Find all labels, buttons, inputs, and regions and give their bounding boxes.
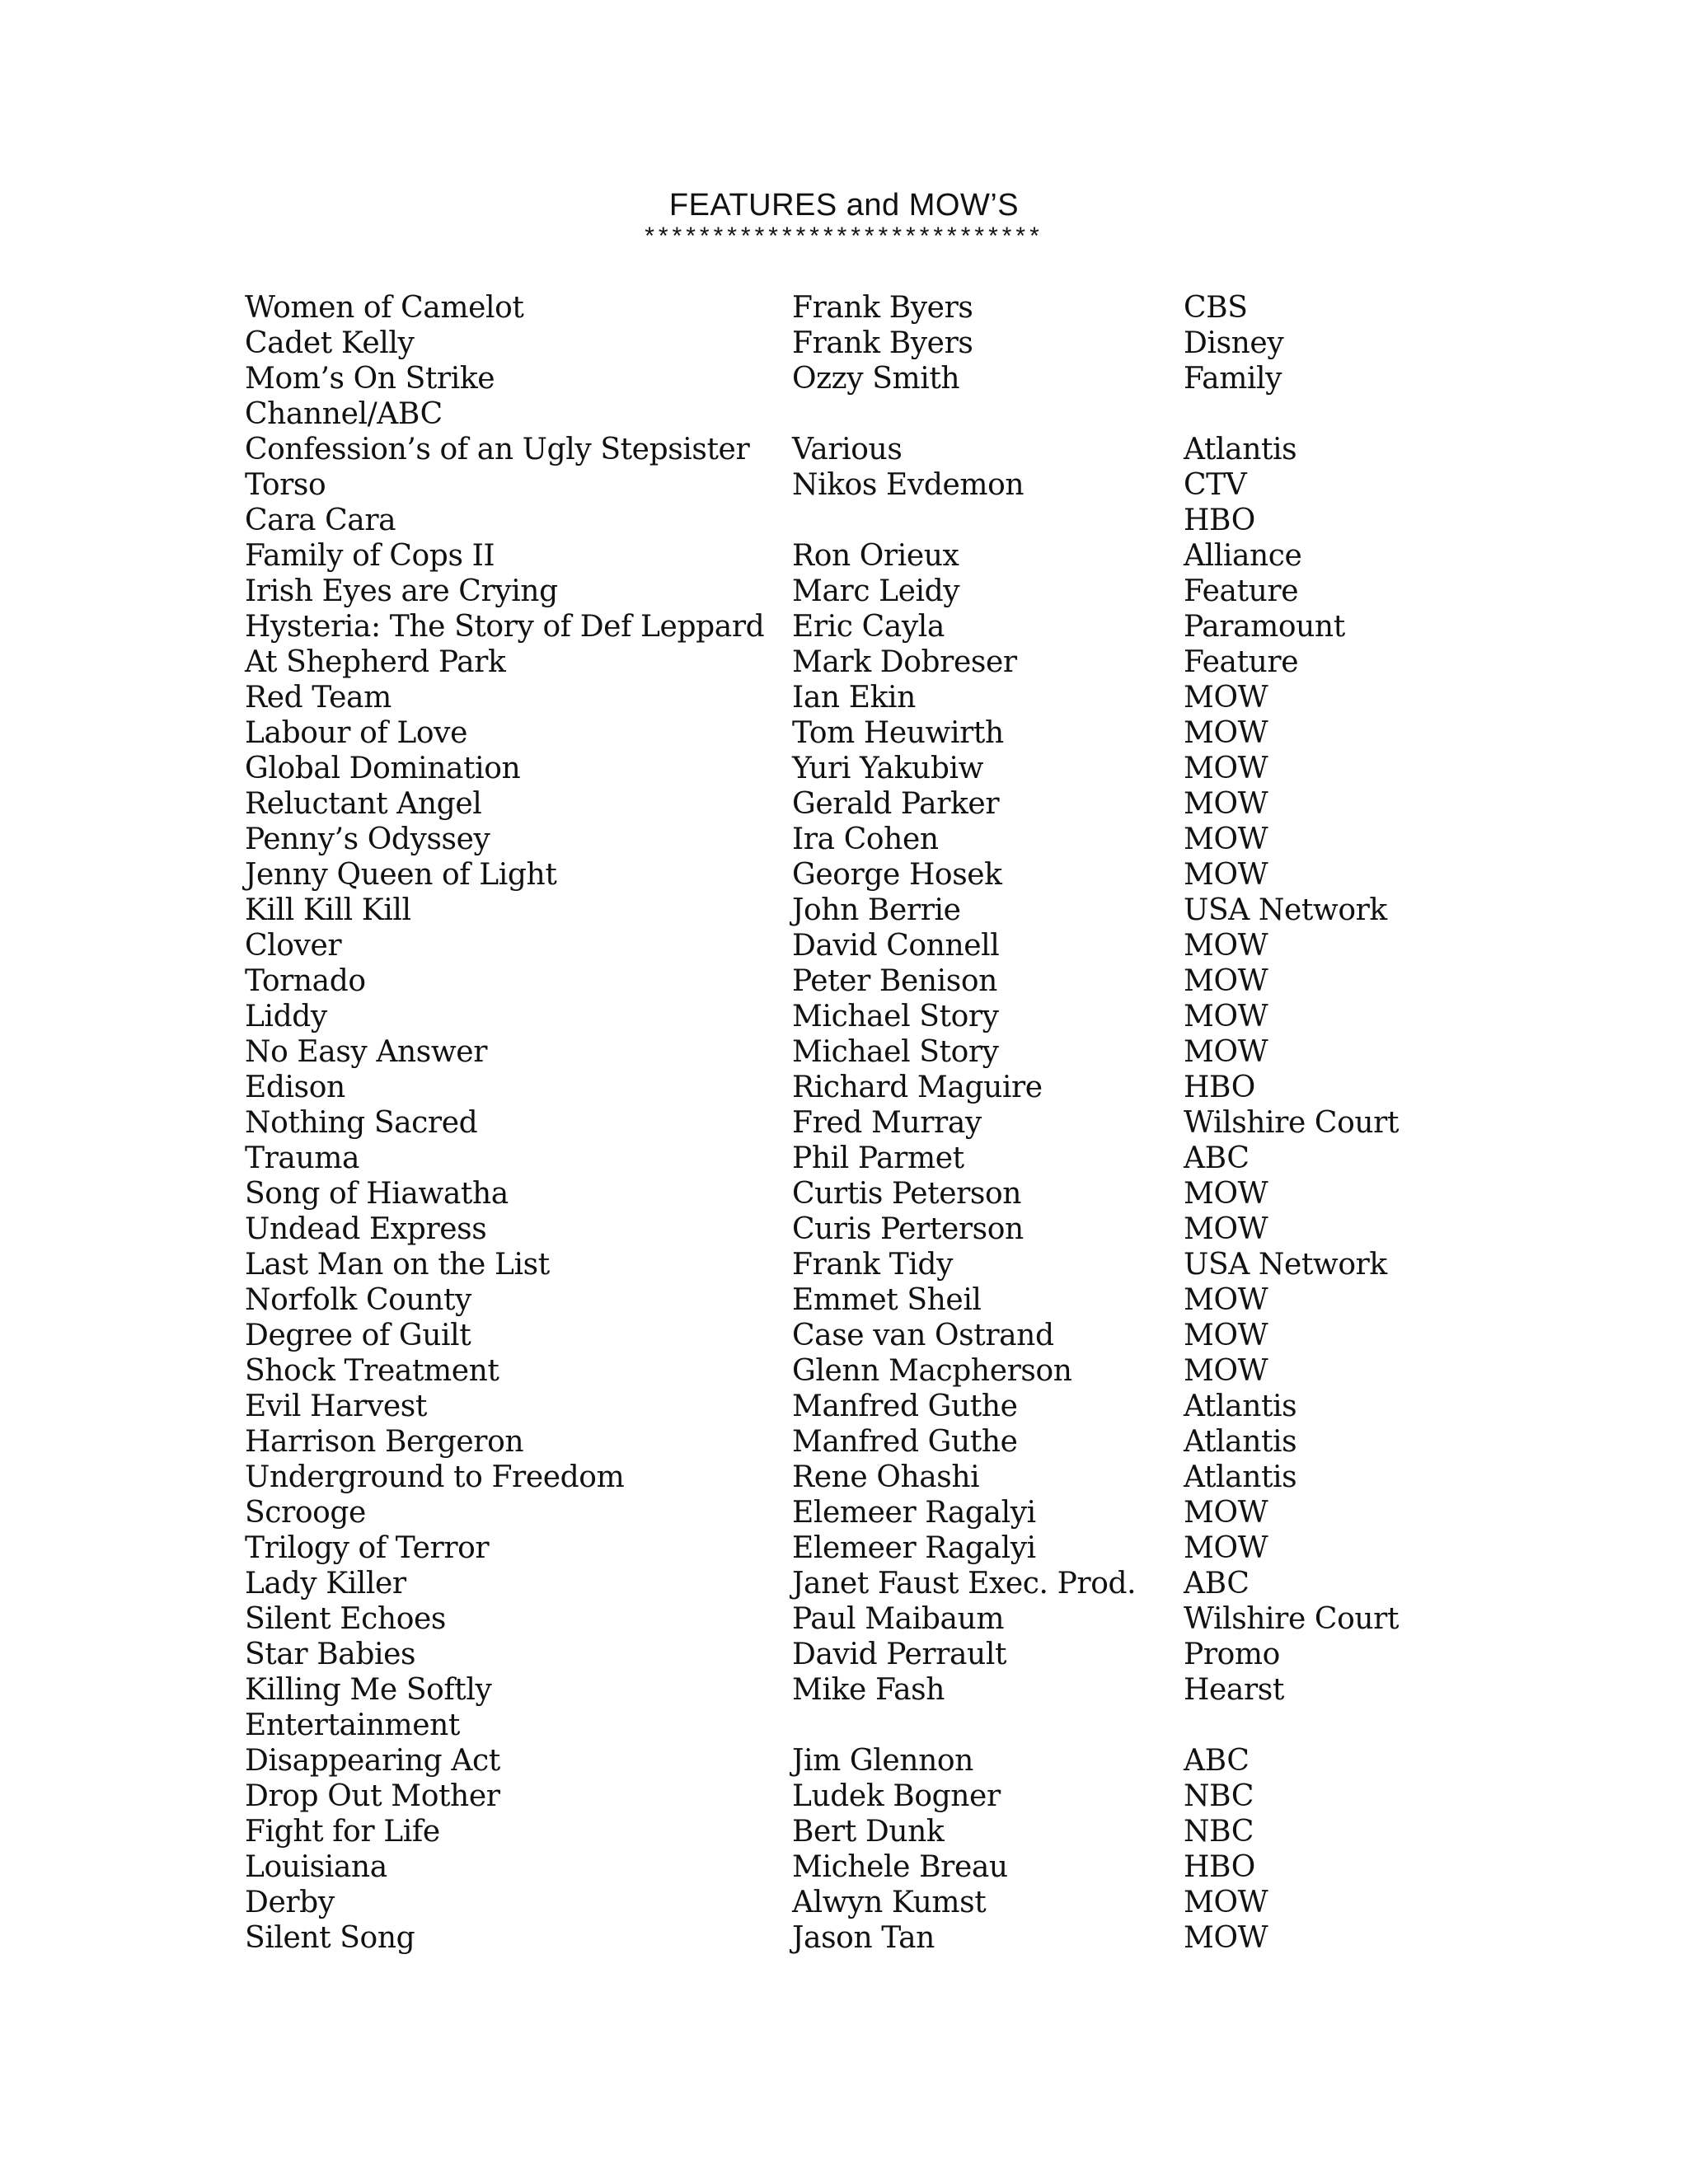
credit-row [245,1247,1448,1282]
director-name: Tom Heuwirth [792,716,1004,750]
production-title: Women of Camelot [245,291,524,325]
production-title: Underground to Freedom [245,1460,625,1494]
network-name: Hearst [1184,1673,1284,1707]
director-name: Various [792,433,903,466]
director-name: Curtis Peterson [792,1177,1022,1211]
production-title: Louisiana [245,1850,387,1884]
network-name: MOW [1184,1921,1268,1955]
credit-row [245,1637,1448,1672]
production-title: Confession’s of an Ugly Stepsister [245,433,750,466]
credit-row [245,1920,1448,1956]
production-title: Trilogy of Terror [245,1531,490,1565]
title-divider: ***************************** [645,223,1043,250]
production-title: Silent Echoes [245,1602,446,1636]
network-name: MOW [1184,1886,1268,1919]
production-title: Irish Eyes are Crying [245,574,558,608]
credit-row [245,1034,1448,1070]
director-name: Richard Maguire [792,1071,1043,1104]
network-name: Feature [1184,645,1299,679]
production-title: Lady Killer [245,1567,406,1601]
director-name: Eric Cayla [792,610,945,644]
production-title: Mom’s On Strike [245,362,495,396]
network-name: Family [1184,362,1282,396]
network-name: Atlantis [1184,1460,1297,1494]
credit-row [245,751,1448,786]
network-name: Wilshire Court [1184,1602,1400,1636]
network-name: NBC [1184,1815,1254,1849]
credit-row [245,1672,1448,1708]
credit-row [245,574,1448,609]
credit-row [245,1743,1448,1779]
director-name: Ludek Bogner [792,1779,1001,1813]
network-name: ABC [1184,1744,1250,1778]
director-name: Bert Dunk [792,1815,945,1849]
director-name: Emmet Sheil [792,1283,982,1317]
director-name: John Berrie [792,893,961,927]
production-title: Song of Hiawatha [245,1177,509,1211]
credit-row [245,893,1448,928]
credit-row [245,715,1448,751]
credit-row [245,326,1448,361]
production-title: Fight for Life [245,1815,440,1849]
network-name: MOW [1184,858,1268,892]
production-title: Reluctant Angel [245,787,482,821]
credit-row [245,538,1448,574]
director-name: Ian Ekin [792,681,916,715]
production-title: Labour of Love [245,716,467,750]
production-title: Red Team [245,681,392,715]
director-name: Michael Story [792,1000,999,1033]
director-name: Ron Orieux [792,539,959,573]
director-name: Janet Faust Exec. Prod. [792,1567,1137,1601]
production-title: Tornado [245,964,366,998]
network-name: MOW [1184,964,1268,998]
credit-row [245,1460,1448,1495]
director-name: Mark Dobreser [792,645,1017,679]
director-name: Elemeer Ragalyi [792,1531,1036,1565]
credit-row [245,1105,1448,1141]
credits-list [245,290,1448,1956]
director-name: Elemeer Ragalyi [792,1496,1036,1530]
credit-row [245,822,1448,857]
network-name: MOW [1184,787,1268,821]
director-name: Rene Ohashi [792,1460,980,1494]
production-title: Last Man on the List [245,1248,550,1282]
director-name: Gerald Parker [792,787,1000,821]
credit-row [245,1282,1448,1318]
production-title: Evil Harvest [245,1390,427,1423]
network-name: Paramount [1184,610,1345,644]
credit-row [245,1601,1448,1637]
credit-row [245,644,1448,680]
credit-row [245,1849,1448,1885]
director-name: Frank Tidy [792,1248,954,1282]
credit-row [245,1318,1448,1353]
network-name: Disney [1184,326,1284,360]
production-title: Cara Cara [245,504,396,537]
network-name: MOW [1184,1283,1268,1317]
network-name: MOW [1184,1035,1268,1069]
director-name: Case van Ostrand [792,1319,1054,1352]
director-name: Curis Perterson [792,1212,1024,1246]
network-name: Alliance [1184,539,1302,573]
production-title: Silent Song [245,1921,415,1955]
production-title: Harrison Bergeron [245,1425,524,1459]
director-name: David Perrault [792,1638,1007,1671]
director-name: Ozzy Smith [792,362,960,396]
production-title: Kill Kill Kill [245,893,411,927]
network-name: MOW [1184,716,1268,750]
production-title: Liddy [245,1000,327,1033]
director-name: Alwyn Kumst [792,1886,987,1919]
credit-row [245,1424,1448,1460]
credit-row [245,467,1448,503]
credit-row [245,1389,1448,1424]
network-name: USA Network [1184,1248,1387,1282]
director-name: Manfred Guthe [792,1390,1018,1423]
production-title: Drop Out Mother [245,1779,500,1813]
director-name: Manfred Guthe [792,1425,1018,1459]
credit-row [245,503,1448,538]
network-name: MOW [1184,1531,1268,1565]
production-title: Norfolk County [245,1283,471,1317]
production-title: Hysteria: The Story of Def Leppard [245,610,765,644]
director-name: George Hosek [792,858,1002,892]
credit-row [245,290,1448,326]
production-title: Channel/ABC [245,397,443,431]
credit-row [245,1176,1448,1212]
credit-row [245,1141,1448,1176]
network-name: MOW [1184,1177,1268,1211]
production-title: Degree of Guilt [245,1319,471,1352]
network-name: HBO [1184,504,1255,537]
network-name: MOW [1184,929,1268,963]
network-name: ABC [1184,1141,1250,1175]
page-title: FEATURES and MOW’S [668,188,1020,223]
credit-row [245,1566,1448,1601]
credit-row [245,1353,1448,1389]
credit-row [245,999,1448,1034]
credit-row [245,609,1448,644]
credit-row [245,1212,1448,1247]
network-name: HBO [1184,1850,1255,1884]
director-name: Nikos Evdemon [792,468,1025,502]
production-title: Jenny Queen of Light [245,858,557,892]
credit-row [245,680,1448,715]
credit-row [245,1814,1448,1849]
production-title: Derby [245,1886,335,1919]
credit-row [245,361,1448,396]
network-name: MOW [1184,1000,1268,1033]
production-title: Family of Cops II [245,539,495,573]
network-name: ABC [1184,1567,1250,1601]
network-name: Atlantis [1184,433,1297,466]
network-name: Promo [1184,1638,1280,1671]
credit-row [245,1495,1448,1530]
credit-row [245,396,1448,432]
credit-row [245,786,1448,822]
production-title: No Easy Answer [245,1035,488,1069]
credit-row [245,1708,1448,1743]
credit-row [245,1885,1448,1920]
production-title: Undead Express [245,1212,487,1246]
production-title: Torso [245,468,326,502]
director-name: Jim Glennon [792,1744,973,1778]
director-name: David Connell [792,929,1000,963]
network-name: Wilshire Court [1184,1106,1400,1140]
production-title: Nothing Sacred [245,1106,478,1140]
network-name: NBC [1184,1779,1254,1813]
credit-row [245,1779,1448,1814]
credit-row [245,963,1448,999]
network-name: HBO [1184,1071,1255,1104]
credit-row [245,432,1448,467]
director-name: Fred Murray [792,1106,982,1140]
network-name: MOW [1184,1496,1268,1530]
director-name: Peter Benison [792,964,997,998]
network-name: MOW [1184,681,1268,715]
production-title: Clover [245,929,342,963]
credit-row [245,928,1448,963]
director-name: Frank Byers [792,326,973,360]
production-title: Edison [245,1071,345,1104]
production-title: Trauma [245,1141,360,1175]
production-title: Penny’s Odyssey [245,823,490,856]
director-name: Paul Maibaum [792,1602,1005,1636]
director-name: Marc Leidy [792,574,960,608]
network-name: USA Network [1184,893,1387,927]
production-title: Cadet Kelly [245,326,415,360]
network-name: MOW [1184,1319,1268,1352]
network-name: Feature [1184,574,1299,608]
network-name: CTV [1184,468,1247,502]
director-name: Phil Parmet [792,1141,964,1175]
production-title: Shock Treatment [245,1354,499,1388]
production-title: Star Babies [245,1638,416,1671]
production-title: Disappearing Act [245,1744,500,1778]
director-name: Glenn Macpherson [792,1354,1072,1388]
network-name: Atlantis [1184,1425,1297,1459]
credit-row [245,857,1448,893]
network-name: Atlantis [1184,1390,1297,1423]
director-name: Frank Byers [792,291,973,325]
production-title: Scrooge [245,1496,366,1530]
network-name: MOW [1184,752,1268,785]
director-name: Jason Tan [792,1921,935,1955]
production-title: At Shepherd Park [245,645,506,679]
network-name: MOW [1184,823,1268,856]
production-title: Killing Me Softly [245,1673,492,1707]
network-name: MOW [1184,1212,1268,1246]
production-title: Entertainment [245,1708,460,1742]
director-name: Ira Cohen [792,823,939,856]
network-name: MOW [1184,1354,1268,1388]
director-name: Yuri Yakubiw [792,752,983,785]
network-name: CBS [1184,291,1248,325]
production-title: Global Domination [245,752,521,785]
director-name: Michael Story [792,1035,999,1069]
director-name: Michele Breau [792,1850,1008,1884]
director-name: Mike Fash [792,1673,945,1707]
credit-row [245,1530,1448,1566]
credit-row [245,1070,1448,1105]
